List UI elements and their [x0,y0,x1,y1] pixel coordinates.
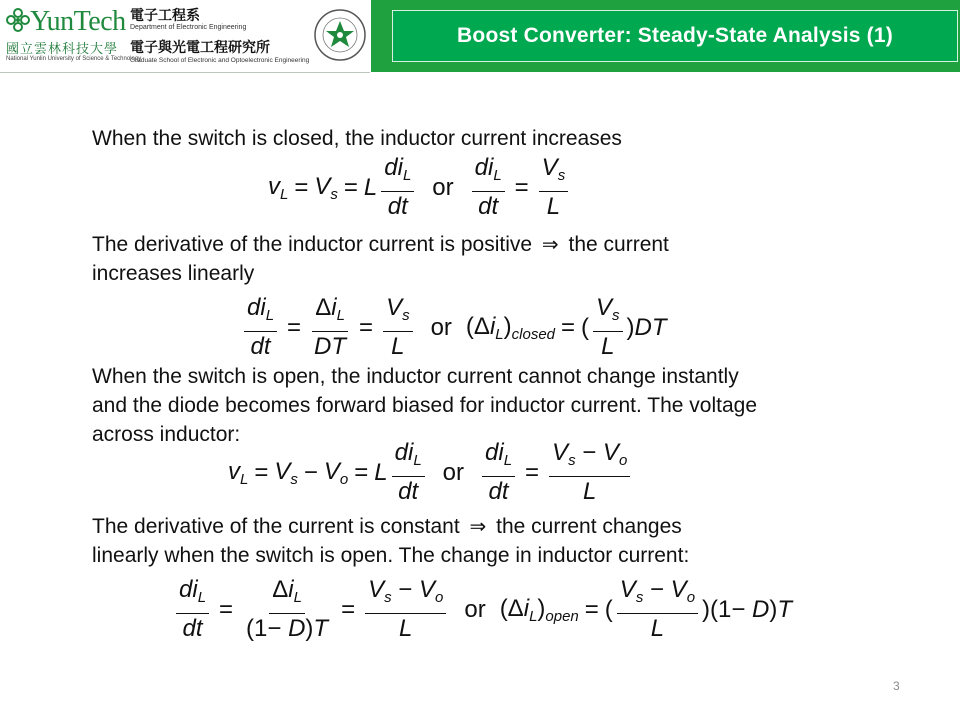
implies-arrow-icon: ⇒ [541,234,559,256]
paragraph-derivative-constant [92,512,682,542]
graduate-school-name-cn: 電子與光電工程研究所 [130,40,270,56]
equation-vl-closed: $v_L$ = $V_s$ = L $\frac{di_L}{dt}$ or $\frac{di_L}{dt}$ = $\frac{V_s}{L}$ [268,154,572,221]
title-box [392,10,958,62]
paragraph-derivative-positive-text: The derivative of the inductor current is positive [92,233,533,256]
paragraph-switch-open-2: and the diode becomes forward biased for inductor current. The voltage [92,394,758,417]
or-word: or [442,458,464,486]
paragraph-derivative-constant-text: The derivative of the current is constant [92,515,460,538]
equation-vl-open: $v_L$ = $V_s$ − $V_o$ = L $\frac{di_L}{dt}$ or $\frac{di_L}{dt}$ = $\frac{V_s - V_o}{L}$ [228,439,634,506]
department-seal-icon [313,4,367,66]
or-word: or [430,313,452,341]
page-number: 3 [893,679,900,693]
yuntech-flower-icon [6,8,30,32]
or-word: or [464,595,486,623]
slide-content [0,72,960,720]
equation-delta-il-closed: $\frac{di_L}{dt}$ = $\frac{\Delta i_L}{DT}$ = $\frac{V_s}{L}$ or $(\Delta i_L)_{closed}$ = ( $\frac{V_s}{L}$ )DT [240,294,667,361]
paragraph-change-in-current: linearly when the switch is open. The change in inductor current: [92,544,690,567]
school-name-en: National Yunlin University of Science & Technology [6,56,142,62]
implies-arrow-icon: ⇒ [469,516,487,538]
slide-title: Boost Converter: Steady-State Analysis (1) [457,24,893,47]
paragraph-switch-open-3: across inductor: [92,423,241,446]
paragraph-increases-linearly: increases linearly [92,262,255,285]
graduate-school-name-en: Graduate School of Electronic and Optoelectronic Engineering [130,57,310,64]
school-name-cn: 國立雲林科技大學 [6,42,119,57]
slide-header [0,0,960,72]
title-bar [371,0,960,72]
paragraph-switch-open-1: When the switch is open, the inductor current cannot change instantly [92,365,739,388]
department-name-en: Department of Electronic Engineering [130,24,247,31]
paragraph-derivative-positive-end: the current [568,233,669,256]
or-word: or [432,173,454,201]
paragraph-derivative-constant-end: the current changes [496,515,682,538]
department-name-cn: 電子工程系 [130,8,200,24]
yuntech-wordmark: YunTech [30,6,126,37]
equation-delta-il-open: $\frac{di_L}{dt}$ = $\frac{\Delta i_L}{(1- D)T}$ = $\frac{V_s - V_o}{L}$ or $(\Delta i_L)_{open}$ = ( $\frac{V_s - V_o}{L}$ )(1− D)T [172,576,792,643]
paragraph-switch-closed: When the switch is closed, the inductor current increases [92,127,622,150]
logo-panel [0,0,370,73]
paragraph-derivative-positive [92,230,669,260]
